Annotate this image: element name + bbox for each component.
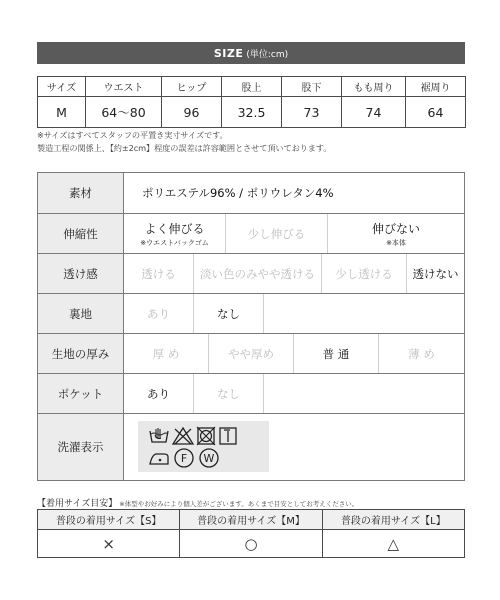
size-header-cell: 股下 — [282, 77, 342, 97]
spec-row-care — [38, 413, 464, 480]
size-table — [37, 76, 466, 128]
pocket-option: なし — [194, 374, 264, 413]
spec-row-material — [38, 173, 464, 213]
spec-label: 伸縮性 — [38, 214, 124, 253]
sheer-option: 少し透ける — [322, 254, 407, 293]
spec-row-lining — [38, 293, 464, 333]
size-header-cell: サイズ — [38, 77, 86, 97]
care-label-box — [138, 421, 269, 472]
spec-row-sheer — [38, 253, 464, 293]
fit-title: 【着用サイズ目安】 — [37, 499, 118, 509]
no-bleach-icon — [172, 426, 194, 446]
wet-clean-w-icon — [198, 447, 220, 469]
size-header-cell: 裾周り — [406, 77, 466, 97]
fit-header-cell: 普段の着用サイズ【S】 — [38, 510, 180, 530]
size-note-1: ※サイズはすべてスタッフの平置き実寸サイズです。 — [37, 130, 228, 140]
spec-table — [37, 172, 465, 481]
spec-label: 透け感 — [38, 254, 124, 293]
thickness-option: やや厚め — [209, 334, 294, 373]
sheer-option: 淡い色のみやや透ける — [194, 254, 322, 293]
fit-section-title — [37, 496, 358, 509]
size-value-cell: M — [38, 97, 86, 128]
fit-value-cell: ○ — [180, 530, 322, 558]
fit-header-cell: 普段の着用サイズ【L】 — [322, 510, 464, 530]
size-value-cell: 73 — [282, 97, 342, 128]
spec-row-thickness — [38, 333, 464, 373]
hand-wash-icon — [148, 426, 170, 446]
thickness-option: 厚 め — [124, 334, 209, 373]
size-header-cell: ヒップ — [162, 77, 222, 97]
fit-header-cell: 普段の着用サイズ【M】 — [180, 510, 322, 530]
size-header-cell: ウエスト — [86, 77, 162, 97]
size-table-value-row — [38, 97, 466, 128]
iron-low-icon — [148, 448, 170, 468]
stretch-option: 伸びない ※本体 — [371, 221, 420, 247]
lining-option: あり — [124, 294, 194, 333]
pocket-option: あり — [124, 374, 194, 413]
thickness-option: 薄 め — [408, 346, 435, 361]
material-value: ポリエステル96% / ポリウレタン4% — [142, 186, 334, 200]
size-section-header — [37, 42, 465, 64]
spec-label: 洗濯表示 — [38, 414, 124, 480]
size-value-cell: 32.5 — [222, 97, 282, 128]
spec-label: ポケット — [38, 374, 124, 413]
size-value-cell: 96 — [162, 97, 222, 128]
size-header-cell: もも周り — [342, 77, 406, 97]
fit-table-header-row — [38, 510, 465, 530]
dry-clean-f-icon — [173, 447, 195, 469]
fit-table — [37, 509, 465, 558]
thickness-option: 普 通 — [294, 334, 379, 373]
stretch-option: よく伸びる ※ウエストバックゴム — [124, 214, 226, 253]
sheer-option: 透ける — [124, 254, 194, 293]
size-title: SIZE — [213, 46, 244, 60]
line-dry-icon — [218, 426, 238, 446]
size-table-header-row — [38, 77, 466, 97]
size-header-cell: 股上 — [222, 77, 282, 97]
size-value-cell: 64〜80 — [86, 97, 162, 128]
no-tumble-dry-icon — [196, 426, 216, 446]
wet-clean-letter: W — [203, 451, 215, 465]
spec-label: 生地の厚み — [38, 334, 124, 373]
spec-label: 素材 — [38, 173, 124, 213]
spec-label: 裏地 — [38, 294, 124, 333]
stretch-option-note: ※本体 — [386, 238, 406, 247]
spec-row-stretch — [38, 213, 464, 253]
fit-value-cell: × — [38, 530, 180, 558]
size-unit: (単位:cm) — [246, 49, 289, 60]
stretch-option: 少し伸びる — [226, 214, 328, 253]
size-note-2: 製造工程の関係上、【約±2cm】程度の誤差は許容範囲とさせて頂いております。 — [37, 143, 332, 153]
fit-note: ※体型やお好みにより個人差がございます。あくまで目安としてお考えください。 — [119, 500, 359, 508]
fit-table-value-row — [38, 530, 465, 558]
lining-option: なし — [194, 294, 264, 333]
stretch-option-note: ※ウエストバックゴム — [140, 238, 209, 247]
spec-row-pocket — [38, 373, 464, 413]
size-value-cell: 64 — [406, 97, 466, 128]
size-value-cell: 74 — [342, 97, 406, 128]
dry-clean-letter: F — [180, 451, 188, 465]
sheer-option: 透けない — [412, 266, 459, 281]
fit-value-cell: △ — [322, 530, 464, 558]
